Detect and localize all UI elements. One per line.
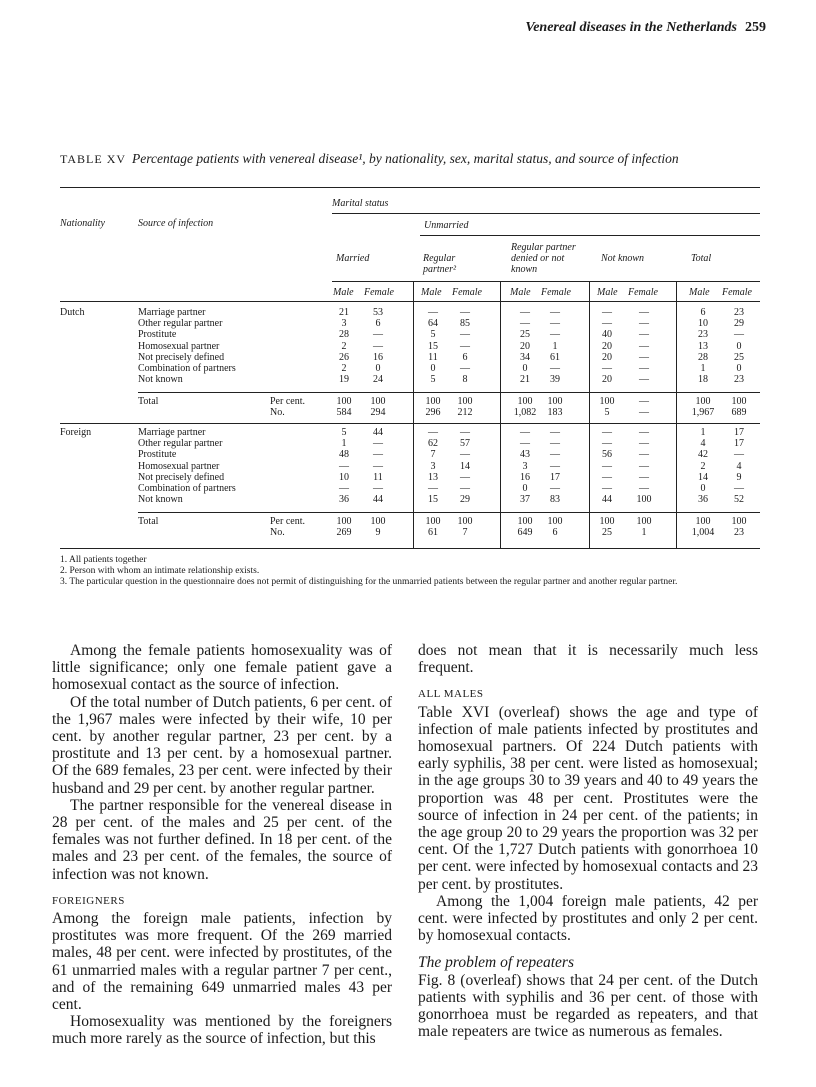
table-cell: 39 bbox=[550, 374, 560, 386]
table-cell: 0 bbox=[430, 363, 436, 374]
no-label: No. bbox=[270, 527, 285, 538]
rule-marital bbox=[332, 213, 760, 214]
table-cell: — bbox=[373, 329, 383, 341]
total-label: Total bbox=[138, 396, 159, 407]
head-female: Female bbox=[364, 287, 394, 298]
table-cell: 36 bbox=[698, 494, 708, 506]
table-cell: — bbox=[639, 483, 649, 494]
table-cell: — bbox=[639, 449, 649, 461]
table-cell: 0 bbox=[522, 363, 528, 374]
left-paragraph-4: Among the foreign male patients, infection by prostitutes was more frequent. Of the 269 married males, 48 per cent. were infected by prostitutes, of the 61 unmarried males with a regular partner 7 per cent., and of the remaining 649 unmarried males 43 per cent. bbox=[52, 910, 392, 1014]
table-cell: — bbox=[550, 460, 560, 472]
table-cell: 34 bbox=[520, 351, 530, 363]
table-cell: 62 bbox=[428, 438, 438, 450]
row-label: Combination of partners bbox=[138, 483, 236, 494]
table-cell: 269 bbox=[336, 527, 352, 538]
table-cell: — bbox=[460, 307, 470, 318]
running-header bbox=[60, 20, 766, 36]
right-paragraph-4: Fig. 8 (overleaf) shows that 24 per cent. of the Dutch patients with syphilis and 36 per cent. of those with gonorrhoea must be regarded as repeaters, and that male repeaters are twice as numerous as females. bbox=[418, 971, 758, 1041]
head-male: Male bbox=[510, 287, 531, 298]
table-cell: 17 bbox=[734, 427, 744, 438]
table-cell: 6 bbox=[552, 527, 558, 538]
head-married: Married bbox=[336, 253, 370, 264]
table-cell: — bbox=[639, 471, 649, 483]
table-cell: 56 bbox=[602, 449, 612, 461]
table-cell: 40 bbox=[602, 329, 612, 341]
table-cell: — bbox=[460, 363, 470, 374]
table-cell: 100 bbox=[599, 516, 615, 527]
table-cell: 23 bbox=[734, 307, 744, 318]
left-paragraph-1: Among the female patients homosexuality was of little significance; only one female patient gave a homosexual contact as the source of infection. bbox=[52, 642, 392, 694]
table-cell: 6 bbox=[462, 351, 468, 363]
table-cell: 2 bbox=[341, 363, 347, 374]
row-label: Not precisely defined bbox=[138, 471, 225, 483]
row-label: Prostitute bbox=[138, 449, 177, 461]
table-cell: 100 bbox=[636, 516, 652, 527]
page-number: 259 bbox=[745, 20, 766, 35]
table-cell: 20 bbox=[602, 340, 612, 352]
table-cell: 5 bbox=[604, 407, 610, 418]
table-cell: 23 bbox=[734, 527, 744, 538]
table-cell: — bbox=[550, 483, 560, 494]
table-cell: — bbox=[639, 438, 649, 450]
per-cent-label: Per cent. bbox=[270, 516, 305, 527]
table-cell: 584 bbox=[336, 407, 352, 418]
head-regular-denied: Regular partner denied or not known bbox=[511, 242, 576, 275]
table-label: TABLE XV bbox=[60, 152, 127, 166]
table-cell: — bbox=[520, 307, 530, 318]
table-cell: 61 bbox=[428, 527, 438, 538]
head-female: Female bbox=[452, 287, 482, 298]
table-cell: 0 bbox=[375, 363, 381, 374]
head-male: Male bbox=[689, 287, 710, 298]
table-cell: — bbox=[639, 307, 649, 318]
head-unmarried: Unmarried bbox=[424, 220, 469, 231]
table-cell: 61 bbox=[550, 351, 560, 363]
head-nationality: Nationality bbox=[60, 218, 105, 229]
table-cell: 25 bbox=[734, 351, 744, 363]
table-cell: 7 bbox=[430, 449, 436, 461]
footnote-3: 3. The particular question in the questionnaire does not permit of distinguishing for the unmarried patients between the regular partner and another regular partner. bbox=[60, 577, 678, 587]
table-cell: — bbox=[639, 396, 649, 407]
heading-foreigners: FOREIGNERS bbox=[52, 894, 125, 907]
table-cell: 212 bbox=[457, 407, 473, 418]
table-cell: 1 bbox=[552, 340, 558, 352]
rule-dutch-total bbox=[138, 392, 760, 393]
footnote-1: 1. All patients together bbox=[60, 555, 147, 565]
vr-2 bbox=[500, 281, 501, 548]
table-cell: 4 bbox=[736, 460, 742, 472]
rule-top bbox=[60, 187, 760, 188]
left-paragraph-3: The partner responsible for the venereal disease in 28 per cent. of the males and 25 per cent. of the females was not further defined. In 18 per cent. of the males and 23 per cent. of the females, the source of infection was not known. bbox=[52, 796, 392, 883]
table-cell: — bbox=[460, 340, 470, 352]
rule-sex bbox=[332, 281, 760, 282]
table-cell: 6 bbox=[375, 318, 381, 330]
table-cell: — bbox=[734, 329, 744, 341]
table-cell: 64 bbox=[428, 318, 438, 330]
table-cell: 2 bbox=[341, 340, 347, 352]
rule-bottom bbox=[60, 548, 760, 549]
table-cell: 17 bbox=[550, 471, 560, 483]
table-cell: 11 bbox=[373, 471, 383, 483]
head-female: Female bbox=[722, 287, 752, 298]
rule-foreign-total bbox=[138, 512, 760, 513]
per-cent-label: Per cent. bbox=[270, 396, 305, 407]
table-cell: 100 bbox=[336, 516, 352, 527]
table-cell: 100 bbox=[695, 396, 711, 407]
table-cell: 13 bbox=[428, 471, 438, 483]
table-cell: — bbox=[339, 483, 349, 494]
table-cell: — bbox=[639, 374, 649, 386]
table-cell: — bbox=[520, 438, 530, 450]
table-cell: 9 bbox=[736, 471, 742, 483]
table-cell: 4 bbox=[700, 438, 706, 450]
rule-foreign-start bbox=[60, 423, 760, 424]
table-cell: 3 bbox=[522, 460, 528, 472]
table-cell: 23 bbox=[698, 329, 708, 341]
table-cell: 0 bbox=[736, 363, 742, 374]
table-cell: — bbox=[602, 318, 612, 330]
table-cell: — bbox=[602, 483, 612, 494]
table-cell: 85 bbox=[460, 318, 470, 330]
table-cell: 183 bbox=[547, 407, 563, 418]
table-cell: — bbox=[373, 460, 383, 472]
table-cell: 3 bbox=[430, 460, 436, 472]
table-cell: 13 bbox=[698, 340, 708, 352]
table-cell: — bbox=[639, 363, 649, 374]
table-cell: — bbox=[550, 438, 560, 450]
table-cell: 36 bbox=[339, 494, 349, 506]
table-cell: 0 bbox=[700, 483, 706, 494]
table-cell: 294 bbox=[370, 407, 386, 418]
table-cell: — bbox=[428, 427, 438, 438]
table-cell: 17 bbox=[734, 438, 744, 450]
table-cell: — bbox=[639, 460, 649, 472]
table-cell: 48 bbox=[339, 449, 349, 461]
table-cell: 100 bbox=[547, 396, 563, 407]
table-cell: — bbox=[550, 363, 560, 374]
table-cell: 18 bbox=[698, 374, 708, 386]
table-cell: — bbox=[550, 427, 560, 438]
table-cell: 14 bbox=[698, 471, 708, 483]
total-label: Total bbox=[138, 516, 159, 527]
table-cell: 0 bbox=[736, 340, 742, 352]
table-cell: 100 bbox=[695, 516, 711, 527]
head-female: Female bbox=[541, 287, 571, 298]
table-cell: — bbox=[602, 427, 612, 438]
table-cell: 19 bbox=[339, 374, 349, 386]
table-cell: 10 bbox=[339, 471, 349, 483]
table-cell: 29 bbox=[460, 494, 470, 506]
table-cell: 100 bbox=[425, 396, 441, 407]
table-cell: 44 bbox=[373, 427, 383, 438]
row-label: Combination of partners bbox=[138, 363, 236, 374]
table-cell: 21 bbox=[520, 374, 530, 386]
table-cell: 100 bbox=[599, 396, 615, 407]
table-cell: 2 bbox=[700, 460, 706, 472]
head-not-known: Not known bbox=[601, 253, 645, 264]
no-label: No. bbox=[270, 407, 285, 418]
table-cell: 16 bbox=[373, 351, 383, 363]
table-cell: 1 bbox=[641, 527, 647, 538]
table-cell: — bbox=[428, 483, 438, 494]
table-cell: 6 bbox=[700, 307, 706, 318]
table-cell: — bbox=[460, 449, 470, 461]
table-cell: — bbox=[639, 340, 649, 352]
vr-4 bbox=[676, 281, 677, 548]
left-paragraph-5: Homosexuality was mentioned by the foreigners much more rarely as the source of infection, but this bbox=[52, 1013, 392, 1048]
heading-all-males: ALL MALES bbox=[418, 688, 484, 701]
row-label: Marriage partner bbox=[138, 427, 206, 438]
table-cell: 100 bbox=[370, 396, 386, 407]
table-cell: 28 bbox=[698, 351, 708, 363]
table-cell: 100 bbox=[425, 516, 441, 527]
running-title: Venereal diseases in the Netherlands bbox=[525, 20, 737, 35]
table-cell: — bbox=[602, 460, 612, 472]
table-cell: 20 bbox=[602, 351, 612, 363]
table-cell: 26 bbox=[339, 351, 349, 363]
table-cell: 100 bbox=[517, 396, 533, 407]
table-cell: 83 bbox=[550, 494, 560, 506]
table-cell: — bbox=[550, 307, 560, 318]
vr-1 bbox=[413, 281, 414, 548]
table-title: Percentage patients with venereal disease¹, by nationality, sex, marital status, and source of infection bbox=[132, 151, 679, 166]
table-cell: 14 bbox=[460, 460, 470, 472]
table-cell: 16 bbox=[520, 471, 530, 483]
row-label: Homosexual partner bbox=[138, 340, 220, 352]
table-cell: 100 bbox=[457, 396, 473, 407]
nationality-label: Dutch bbox=[60, 307, 85, 318]
table-cell: 100 bbox=[457, 516, 473, 527]
table-cell: — bbox=[602, 363, 612, 374]
right-column bbox=[418, 642, 758, 1040]
row-label: Homosexual partner bbox=[138, 460, 220, 472]
row-label: Other regular partner bbox=[138, 438, 223, 450]
table-cell: 100 bbox=[731, 516, 747, 527]
table-cell: 100 bbox=[517, 516, 533, 527]
table-cell: — bbox=[550, 329, 560, 341]
table-cell: — bbox=[460, 427, 470, 438]
table-cell: 7 bbox=[462, 527, 468, 538]
table-cell: — bbox=[734, 483, 744, 494]
table-cell: 25 bbox=[520, 329, 530, 341]
table-cell: 1 bbox=[700, 427, 706, 438]
left-column bbox=[52, 642, 392, 1048]
table-cell: 100 bbox=[636, 494, 652, 506]
table-cell: — bbox=[339, 460, 349, 472]
table-cell: 43 bbox=[520, 449, 530, 461]
table-cell: 20 bbox=[520, 340, 530, 352]
table-cell: 9 bbox=[375, 527, 381, 538]
right-paragraph-1: does not mean that it is necessarily much less frequent. bbox=[418, 642, 758, 677]
table-cell: — bbox=[373, 438, 383, 450]
row-label: Not known bbox=[138, 494, 183, 506]
row-label: Marriage partner bbox=[138, 307, 206, 318]
table-cell: — bbox=[734, 449, 744, 461]
table-cell: — bbox=[602, 438, 612, 450]
head-total: Total bbox=[691, 253, 712, 264]
head-male: Male bbox=[333, 287, 354, 298]
table-cell: — bbox=[520, 427, 530, 438]
table-cell: — bbox=[639, 427, 649, 438]
table-cell: 3 bbox=[341, 318, 347, 330]
table-cell: — bbox=[373, 340, 383, 352]
table-cell: — bbox=[550, 318, 560, 330]
table-cell: — bbox=[639, 351, 649, 363]
table-cell: 5 bbox=[430, 329, 436, 341]
table-cell: 11 bbox=[428, 351, 438, 363]
table-cell: 10 bbox=[698, 318, 708, 330]
table-cell: — bbox=[602, 471, 612, 483]
row-label: Other regular partner bbox=[138, 318, 223, 330]
table-cell: 5 bbox=[430, 374, 436, 386]
table-cell: 1,004 bbox=[691, 527, 715, 538]
table-cell: 8 bbox=[462, 374, 468, 386]
table-cell: 100 bbox=[731, 396, 747, 407]
table-cell: — bbox=[373, 449, 383, 461]
vr-3 bbox=[589, 281, 590, 548]
table-cell: 1 bbox=[341, 438, 347, 450]
right-paragraph-2: Table XVI (overleaf) shows the age and type of infection of male patients infected by prostitutes and homosexual partners. Of 224 Dutch patients with early syphilis, 38 per cent. were listed as homosexual; in the age groups 30 to 39 years and 40 to 49 years the proportion was 48 per cent. Prostitutes were the source of infection in 24 per cent. of the patients; in the age group 20 to 29 years the proportion was 32 per cent. Of the 1,727 Dutch patients with gonorrhoea 10 per cent. were infected by homosexual contacts and 23 per cent. by prostitutes. bbox=[418, 703, 758, 893]
table-cell: 37 bbox=[520, 494, 530, 506]
head-marital-status: Marital status bbox=[332, 198, 389, 209]
table-cell: 28 bbox=[339, 329, 349, 341]
table-cell: 53 bbox=[373, 307, 383, 318]
table-cell: 296 bbox=[425, 407, 441, 418]
table-cell: 100 bbox=[547, 516, 563, 527]
table-cell: — bbox=[460, 329, 470, 341]
table-cell: — bbox=[520, 318, 530, 330]
table-cell: 29 bbox=[734, 318, 744, 330]
nationality-label: Foreign bbox=[60, 427, 92, 438]
heading-repeaters: The problem of repeaters bbox=[418, 954, 574, 972]
table-cell: 44 bbox=[373, 494, 383, 506]
table-cell: 24 bbox=[373, 374, 383, 386]
left-paragraph-2: Of the total number of Dutch patients, 6 per cent. of the 1,967 males were infected by their wife, 10 per cent. by another regular partner, 23 per cent. by a prostitute and 13 per cent. by a homosexual partner. Of the 689 females, 23 per cent. were infected by their husband and 29 per cent. by another regular partner. bbox=[52, 693, 392, 797]
head-female: Female bbox=[628, 287, 658, 298]
table-cell: 23 bbox=[734, 374, 744, 386]
rule-header-bottom bbox=[60, 301, 760, 302]
table-cell: 5 bbox=[341, 427, 347, 438]
table-cell: 100 bbox=[336, 396, 352, 407]
table-cell: 1,967 bbox=[691, 407, 715, 418]
table-cell: 57 bbox=[460, 438, 470, 450]
table-cell: 21 bbox=[339, 307, 349, 318]
table-cell: 42 bbox=[698, 449, 708, 461]
head-male: Male bbox=[597, 287, 618, 298]
footnote-2: 2. Person with whom an intimate relationship exists. bbox=[60, 566, 260, 576]
table-cell: 649 bbox=[517, 527, 533, 538]
rule-unmarried bbox=[420, 235, 760, 236]
head-source: Source of infection bbox=[138, 218, 214, 229]
row-label: Prostitute bbox=[138, 329, 177, 341]
table-cell: 15 bbox=[428, 494, 438, 506]
table-cell: 52 bbox=[734, 494, 744, 506]
table-cell: 44 bbox=[602, 494, 612, 506]
table-cell: — bbox=[550, 449, 560, 461]
table-cell: 0 bbox=[522, 483, 528, 494]
right-paragraph-3: Among the 1,004 foreign male patients, 42 per cent. were infected by prostitutes and only 2 per cent. by homosexual contacts. bbox=[418, 892, 758, 945]
table-cell: — bbox=[639, 318, 649, 330]
head-male: Male bbox=[421, 287, 442, 298]
table-cell: — bbox=[639, 329, 649, 341]
table-cell: — bbox=[460, 471, 470, 483]
table-cell: — bbox=[428, 307, 438, 318]
table-cell: — bbox=[373, 483, 383, 494]
table-cell: 1 bbox=[700, 363, 706, 374]
table-caption bbox=[60, 150, 700, 168]
table-cell: — bbox=[460, 483, 470, 494]
head-regular-partner: Regular partner² bbox=[423, 253, 456, 275]
table-cell: 25 bbox=[602, 527, 612, 538]
table-cell: — bbox=[602, 307, 612, 318]
table-cell: 100 bbox=[370, 516, 386, 527]
table-cell: — bbox=[639, 407, 649, 418]
row-label: Not precisely defined bbox=[138, 351, 225, 363]
table-cell: 15 bbox=[428, 340, 438, 352]
table-cell: 20 bbox=[602, 374, 612, 386]
table-cell: 689 bbox=[731, 407, 747, 418]
table-cell: 1,082 bbox=[513, 407, 537, 418]
row-label: Not known bbox=[138, 374, 183, 386]
